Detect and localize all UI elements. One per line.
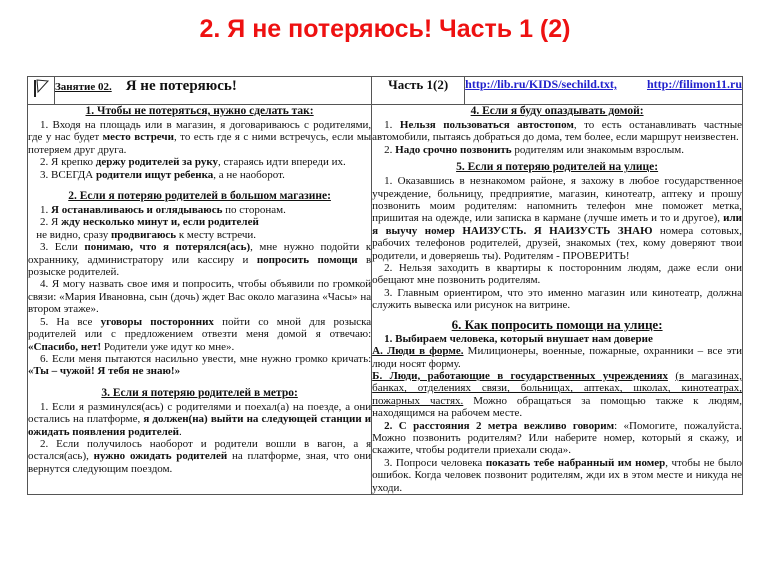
section-1-item-2: 2. Я крепко держу родителей за руку, стараясь идти впереди их. [40,156,346,169]
section-heading-3: 3. Если я потеряю родителей в метро: [101,386,298,399]
section-2-item-3: 3. Если понимаю, что я потерялся(ась), мне нужно подойти к охраннику, администратору или кассиру и попросить помощи в розыске родителей. [28,241,372,279]
header-links-cell [465,77,743,105]
section-3-item-1: 1. Если я разминулся(ась) с родителями и поехал(а) на поезде, а они остались на платформе, я должен(на) выйти на следующей станции и ожидать появления родителей. [28,400,372,438]
lesson-table [27,76,743,495]
section-5-item-2: 2. Нельзя заходить в квартиры к посторонним людям, даже если они обещают мне позвонить родителям. [372,262,742,287]
section-6-item-2: 2. С расстояния 2 метра вежливо говорим: «Помогите, пожалуйста. Можно позвонить родителям? Или наберите номер, который я скажу, и скажите, чтобы родители приехали сюда». [372,419,742,457]
source-link-1[interactable]: http://lib.ru/KIDS/sechild.txt, [465,77,617,91]
section-heading-1: 1. Чтобы не потеряться, нужно сделать так: [85,105,314,117]
section-heading-6: 6. Как попросить помощи на улице: [451,316,663,332]
section-1-item-1: 1. Входя на площадь или в магазин, я договариваюсь с родителями, где у нас будет место встречи, то есть где я с ними встречусь, если мы потеряем друг друга. [28,119,372,156]
section-6-item-b: Б. Люди, работающие в государственных учреждениях (в магазинах, банках, отделениях связи, больницах, аптеках, школах, кинотеатрах, пожарных частях. Можно обращаться за помощью также к людям, находящимся на рабочем месте. [372,369,742,420]
table-header-row [28,77,743,105]
page-title: 2. Я не потеряюсь! Часть 1 (2) [199,15,571,43]
section-2-item-6: 6. Если меня пытаются насильно увести, мне нужно громко кричать: «Ты – чужой! Я тебя не знаю!» [28,352,372,378]
section-5-item-3: 3. Главным ориентиром, что это именно магазин или кинотеатр, должна служить вывеска или рисунок на витрине. [372,286,742,312]
section-2-item-1: 1. Я останавливаюсь и оглядываюсь по сторонам. [40,204,286,217]
section-6-item-1: 1. Выбираем человека, который внушает нам доверие [384,332,653,345]
section-5-item-1: 1. Оказавшись в незнакомом районе, я захожу в любое государственное учреждение, больницу, предприятие, магазин, кинотеатр, аптеку и прошу позвонить моим родителям: напомнить телефон мне поможет метка, пришитая на одежде, или записка в кармане (лучше иметь и то и другое), или я выучу номер НАИЗУСТЬ. Я НАИЗУСТЬ ЗНАЮ номера сотовых, рабочих телефонов родителей, друзей, знакомых (тех, кому доверяют твои родители, и доверяешь ты). Родителям - ПРОВЕРИТЬ! [372,175,742,262]
section-1-item-3: 3. ВСЕГДА родители ищут ребенка, а не наоборот. [40,168,285,181]
right-column [372,105,743,495]
section-6-item-3: 3. Попроси человека показать тебе набранный им номер, чтобы не было ошибок. Когда человек позвонит родителям, жди их в этом месте и никуда не уходи. [372,456,742,494]
section-2-item-5: 5. На все уговоры посторонних пойти со мной для розыска родителей или с предложением отвезти меня домой я отвечаю: «Спасибо, нет! Родители уже идут ко мне». [28,315,372,353]
lesson-part: Часть 1(2) [372,77,465,105]
header-lesson-cell [55,77,372,105]
section-heading-5: 5. Если я потеряю родителей на улице: [456,161,659,174]
table-body-row [28,105,743,495]
section-4-item-1: 1. Нельзя пользоваться автостопом, то есть останавливать частные автомобили, пытаясь добраться до дома, тем более, если маршрут неизвестен. [372,119,742,144]
section-3-item-2: 2. Если получилось наоборот и родители вошли в вагон, а я остался(ась), нужно ожидать родителей на платформе, зная, что они вернутся следующим поездом. [28,437,372,475]
left-column [28,105,372,495]
section-heading-4: 4. Если я буду опаздывать домой: [470,105,644,117]
section-2-item-4: 4. Я могу назвать свое имя и попросить, чтобы объявили по громкой связи: «Мария Ивановна, сын (дочь) ждет Вас около магазина «Часы» на втором этаже». [28,278,372,316]
section-heading-2: 2. Если я потеряю родителей в большом магазине: [68,190,331,203]
lesson-title: Я не потеряюсь! [125,78,237,94]
source-link-2[interactable]: http://filimon11.ru [646,77,742,91]
header-icon-cell [28,77,55,105]
section-6-item-a: А. Люди в форме. Милиционеры, военные, пожарные, охранники – все эти люди носят форму. [372,345,743,370]
section-4-item-2: 2. Надо срочно позвонить родителям или знакомым взрослым. [384,143,684,156]
lesson-number: Занятие 02. [55,81,112,93]
section-2-item-2: 2. Я жду несколько минут и, если родителей не видно, сразу продвигаюсь к месту встречи. [28,216,259,241]
flag-icon [30,77,52,99]
